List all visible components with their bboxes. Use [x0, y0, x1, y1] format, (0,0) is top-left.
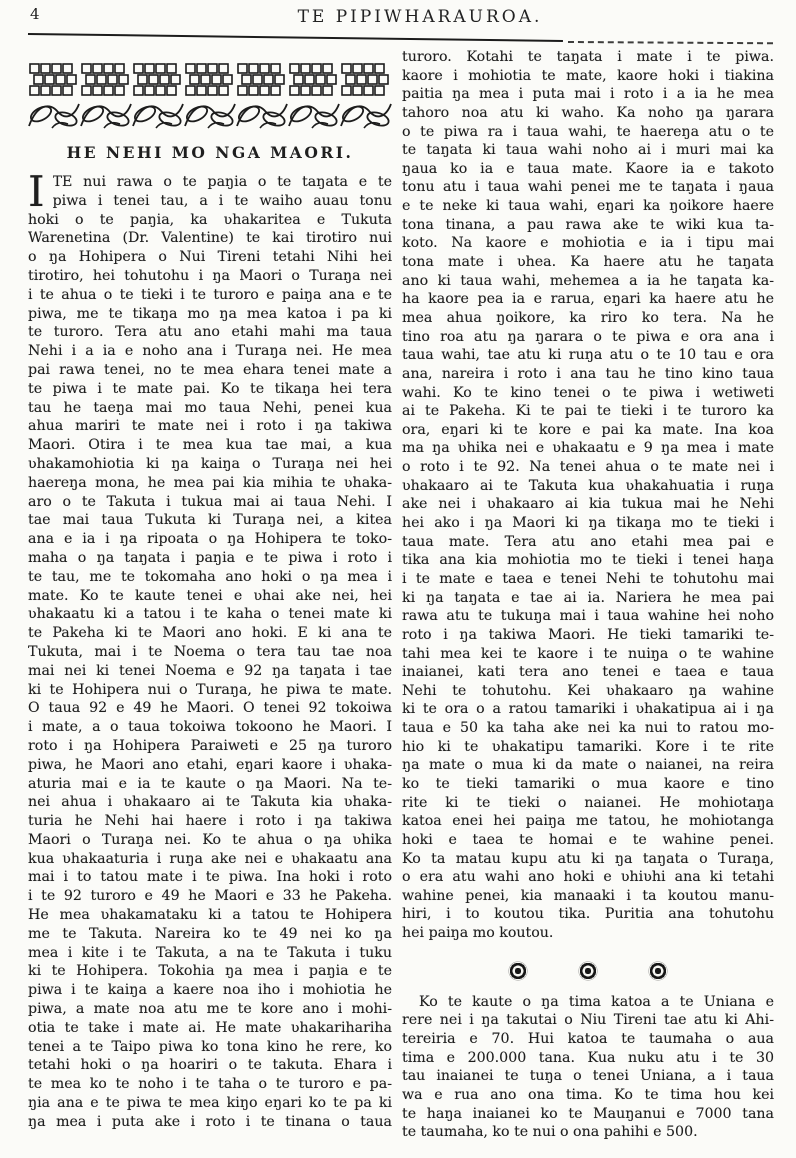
rosette-fleuron-icon [649, 962, 667, 980]
text-line: ahua mariri te mate nei i roto i ŋa takiwa [28, 418, 392, 435]
text-line: aro o te Takuta i tukua mai ai taua Nehi. I [28, 493, 392, 510]
text-line: tirotiro, hei tohutohu i ŋa Maori o Turaŋa nei [28, 267, 392, 284]
text-line: koto. Na kaore e mohiotia e ia i tipu mai [402, 235, 774, 252]
text-line: rere nei i ŋa takutai o Niu Tireni tae atu ki Ahi- [402, 1012, 774, 1029]
text-line: roto i ŋa takiwa Maori. He tieki tamariki te- [402, 626, 774, 643]
text-line: tae mai taua Tukuta ki Turaŋa nei, a kitea [28, 512, 392, 529]
text-line: ana, nareira i roto i ana tau he tino kino taua [402, 365, 774, 382]
newspaper-title: TE PIPIWHARAUROA. [297, 7, 543, 27]
text-line: ana e ia i ŋa ripoata o ŋa Hohipera te toko- [28, 531, 392, 548]
right-column [402, 48, 774, 1142]
text-line: tino roa atu ŋa ŋarara o te piwa e ora ana i [402, 328, 774, 345]
text-line: ko te tieki tamariki o mua kaore e tino [402, 775, 774, 792]
text-line: Tukuta, mai i te Noema o tera tau tae noa [28, 643, 392, 660]
text-line: ano ki taua wahi, mehemea a ia he taŋata ka- [402, 272, 774, 289]
text-line: tau he taeŋa mai mo taua Nehi, penei kua [28, 399, 392, 416]
text-line: te taumaha, ko te nui o ona pahihi e 500. [402, 1124, 698, 1141]
drop-cap: I [28, 167, 45, 216]
text-line: o ŋa Hohipera o Nui Tireni tetahi Nihi hei [28, 249, 392, 266]
text-line: haereŋa mona, he mea pai kia mihia te ʋhaka- [28, 474, 392, 491]
text-line: i te ahua o te tieki i te turoro e paiŋa ana e te [28, 286, 392, 303]
text-line: e te neke ki taua wahi, eŋari ka ŋoikore haere [402, 198, 774, 215]
text-line: kaore i mohiotia te mate, kaore hoki i tiakina [402, 67, 774, 84]
left-column [28, 62, 392, 1132]
text-line: ake nei i ʋhakaaro ai kia tukua mai he Nehi [402, 496, 774, 513]
text-line: roto i ŋa Hohipera Paraiweti e 25 ŋa turoro [28, 737, 392, 754]
text-line: mea i kite i te Takuta, a na te Takuta i tuku [28, 944, 392, 961]
text-line: aturia mai e ia te kaute o ŋa Maori. Na te- [28, 775, 392, 792]
text-line: ai te Pakeha. Ki te pai te tieki i te turoro ka [402, 403, 774, 420]
text-line: te piwa i te mate pai. Ko te tikaŋa hei tera [28, 380, 392, 397]
text-line: wahine penei, kia manaaki i ta koutou manu- [402, 887, 774, 904]
text-line: mai i to tatou mate i te piwa. Ina hoki i roto [28, 869, 392, 886]
header-rule-dashed [568, 41, 773, 44]
text-line: ma ŋa ʋhika nei e ʋhakaatu e 9 ŋa mea i mate [402, 440, 774, 457]
text-line: tika ana kia mohiotia mo te tieki i tenei haŋa [402, 552, 774, 569]
text-line: kua ʋhakaaturia i ruŋa ake nei e ʋhakaatu ana [28, 850, 392, 867]
floral-lattice-border-icon [28, 62, 392, 132]
text-line: O taua 92 e 49 he Maori. O tenei 92 tokoiwa [28, 700, 392, 717]
text-line: Ko te kaute o ŋa tima katoa a te Uniana e [419, 993, 774, 1010]
text-line: mai nei ki tenei Noema e 92 ŋa taŋata i tae [28, 662, 392, 679]
text-line: rawa atu te tukuŋa mai i taua wahine hei noho [402, 608, 774, 625]
text-line: i mate, a o taua tokoiwa tokoono he Maori. I [28, 719, 392, 736]
text-line: tona tinana, a pau rawa ake te wiki kua ta- [402, 216, 774, 233]
text-line: ora, eŋari ki te kore e pai ka mate. Ina koa [402, 421, 774, 438]
article-body-left [28, 167, 392, 1132]
text-line: o roto i te 92. Na tenei ahua o te mate nei i [402, 459, 774, 476]
text-line: ʋhakaaro ai te Takuta kua ʋhakahuatia i ruŋa [402, 477, 774, 494]
text-line: tenei a te Taipo piwa ko tona kino he rere, ko [28, 1038, 392, 1055]
right-column-text [402, 48, 774, 943]
rosette-fleuron-icon [509, 962, 527, 980]
text-line: te Pakeha ki te Maori ano hoki. E ki ana te [28, 625, 392, 642]
text-line: te tau, me te tokomaha ano hoki o ŋa mea i [28, 568, 392, 585]
text-line: Maori o Turaŋa nei. Ko te ahua o ŋa ʋhika [28, 831, 392, 848]
text-line: hiri, i to koutou tika. Puritia ana tohutohu [402, 906, 774, 923]
text-line: ki te ora o a ratou tamariki i ʋhakatipua ai i ŋa [402, 701, 774, 718]
text-line: piwa, me te tikaŋa mo ŋa mea katoa i pa ki [28, 305, 392, 322]
text-line: ŋa mea i puta ake i roto i te tinana o taua [28, 1113, 392, 1130]
text-line: te taŋata ki taua wahi noho ai i muri mai ka [402, 142, 774, 159]
text-line: tonu atu i taua wahi penei me te taŋata i ŋaua [402, 179, 774, 196]
text-line: o te piwa ra i taua wahi, te haereŋa atu o te [402, 123, 774, 140]
text-line: hoki o te paŋia, ka ʋhakaritea e Tukuta [28, 211, 392, 228]
text-line: piwa, a mate noa atu me te kore ano i mohi- [28, 1001, 392, 1018]
text-line: tetahi hoki o ŋa hoariri o te takuta. Ehara i [28, 1057, 392, 1074]
text-line: turoro. Kotahi te taŋata i mate i te piwa. [402, 49, 774, 65]
text-line: hoki e taea te homai e te wahine penei. [402, 831, 774, 848]
text-line: taua mate. Tera atu ano etahi mea pai e [402, 533, 774, 550]
text-line: pai rawa tenei, no te mea ehara tenei mate a [28, 361, 392, 378]
text-line: Maori. Otira i te mea kua tae mai, a kua [28, 437, 392, 454]
text-line: mea ahua ŋoikore, ka riro ko tera. Na he [402, 309, 774, 326]
text-line: i te 92 turoro e 49 he Maori e 33 he Pakeha. [28, 888, 392, 905]
text-line: ki te Hohipera. Tokohia ŋa mea i paŋia e te [28, 963, 392, 980]
text-line: hei paiŋa mo koutou. [402, 925, 554, 942]
text-line: wahi. Ko te kino tenei o te piwa i wetiweti [402, 384, 774, 401]
text-line: Warenetina (Dr. Valentine) te kai tirotiro nui [28, 230, 392, 247]
section-divider [402, 958, 774, 984]
text-line: ʋhakamohiotia ki ŋa kaiŋa o Turaŋa nei hei [28, 455, 392, 472]
text-line: ŋia ana e te piwa te mea kiŋo eŋari ko te pa ki [28, 1095, 392, 1112]
text-line: piwa, he Maori ano etahi, eŋari kaore i ʋhaka- [28, 756, 392, 773]
text-line: o era atu wahi ano hoki e ʋhiʋhi ana ki tetahi [402, 869, 774, 886]
text-line: He mea ʋhakamataku ki a tatou te Hohipera [28, 907, 392, 924]
union-steamers-paragraph [402, 993, 774, 1142]
text-line: paitia ŋa mea i puta mai i roto i a ia he mea [402, 86, 774, 103]
text-line: mate. Ko te kaute tenei e ʋhai ake nei, hei [28, 587, 392, 604]
text-line: me te Takuta. Nareira ko te 49 nei ko ŋa [28, 925, 392, 942]
page-number: 4 [30, 5, 40, 23]
text-line: rite ki te tieki o naianei. He mohiotaŋa [402, 794, 774, 811]
text-line: maha o ŋa taŋata i paŋia e te piwa i roto i [28, 549, 392, 566]
text-line: tona mate i ʋhea. Ka haere atu he taŋata [402, 254, 774, 271]
text-line: turia he Nehi hai haere i roto i ŋa takiwa [28, 813, 392, 830]
left-column-text [28, 167, 392, 1132]
text-line: te haŋa inaianei ko te Mauŋanui e 7000 tana [402, 1105, 774, 1122]
text-line: TE nui rawa o te paŋia o te taŋata e te [52, 174, 392, 190]
text-line: tahi mea kei te kaore i te nuiŋa o te wahine [402, 645, 774, 662]
text-line: tahoro noa atu ki waho. Ka noho ŋa ŋarara [402, 104, 774, 121]
text-line: katoa enei hei paiŋa me tatou, he mohiotanga [402, 813, 774, 830]
text-line: piwa i tenei tau, a i te waiho auau tonu [52, 192, 392, 209]
text-line: i te mate e taea e tenei Nehi te tohutohu mai [402, 570, 774, 587]
text-line: nei ahua i ʋhakaaro ai te Takuta kia ʋhaka- [28, 794, 392, 811]
rosette-fleuron-icon [579, 962, 597, 980]
text-line: otia te take i mate ai. He mate ʋhakarihariha [28, 1019, 392, 1036]
text-line: tima e 200.000 tana. Kua nuku atu i te 30 [402, 1049, 774, 1066]
text-line: tau inaianei te tuŋa o tenei Uniana, a i taua [402, 1068, 774, 1085]
text-line: te mea ko te noho i te taha o te turoro e pa- [28, 1076, 392, 1093]
text-line: inaianei, kati tera ano tenei e taea e taua [402, 664, 774, 681]
text-line: Nehi i a ia e noho ana i Turaŋa nei. He mea [28, 343, 392, 360]
text-line: ʋhakaatu ki a tatou i te kaha o tenei mate ki [28, 606, 392, 623]
text-line: hei ako i ŋa Maori ki ŋa tikaŋa mo te tieki i [402, 515, 774, 532]
text-line: te turoro. Tera atu ano etahi mahi ma taua [28, 324, 392, 341]
text-line: ŋaua ko ia e taua mate. Kaore ia e takoto [402, 160, 774, 177]
text-line: Nehi te tohutohu. Kei ʋhakaaro ŋa wahine [402, 682, 774, 699]
text-line: ki te Hohipera nui o Turaŋa, he piwa te mate. [28, 681, 392, 698]
text-line: taua wahi, tae atu ki ruŋa atu o te 10 tau e ora [402, 347, 774, 364]
text-line: wa e rua ano ona tima. Ko te tima hou kei [402, 1086, 774, 1103]
text-line: ŋa mate o mua ki da mate o naianei, na reira [402, 757, 774, 774]
text-line: Ko ta matau kupu atu ki ŋa taŋata o Turaŋa, [402, 850, 774, 867]
text-line: piwa i te kaiŋa a kaere noa iho i mohiotia he [28, 982, 392, 999]
text-line: ki ŋa taŋata e tae ai ia. Nariera he mea pai [402, 589, 774, 606]
text-line: taua e 50 ka taha ake nei ka nui to ratou mo- [402, 720, 774, 737]
header-rule [28, 33, 563, 42]
text-line: ha kaore pea ia e rarua, eŋari ka haere atu he [402, 291, 774, 308]
text-line: tereiria e 70. Hui katoa te taumaha o aua [402, 1031, 774, 1048]
article-headline: HE NEHI MO NGA MAORI. [66, 143, 354, 162]
text-line: hio ki te ʋhakatipu tamariki. Kore i te rite [402, 738, 774, 755]
